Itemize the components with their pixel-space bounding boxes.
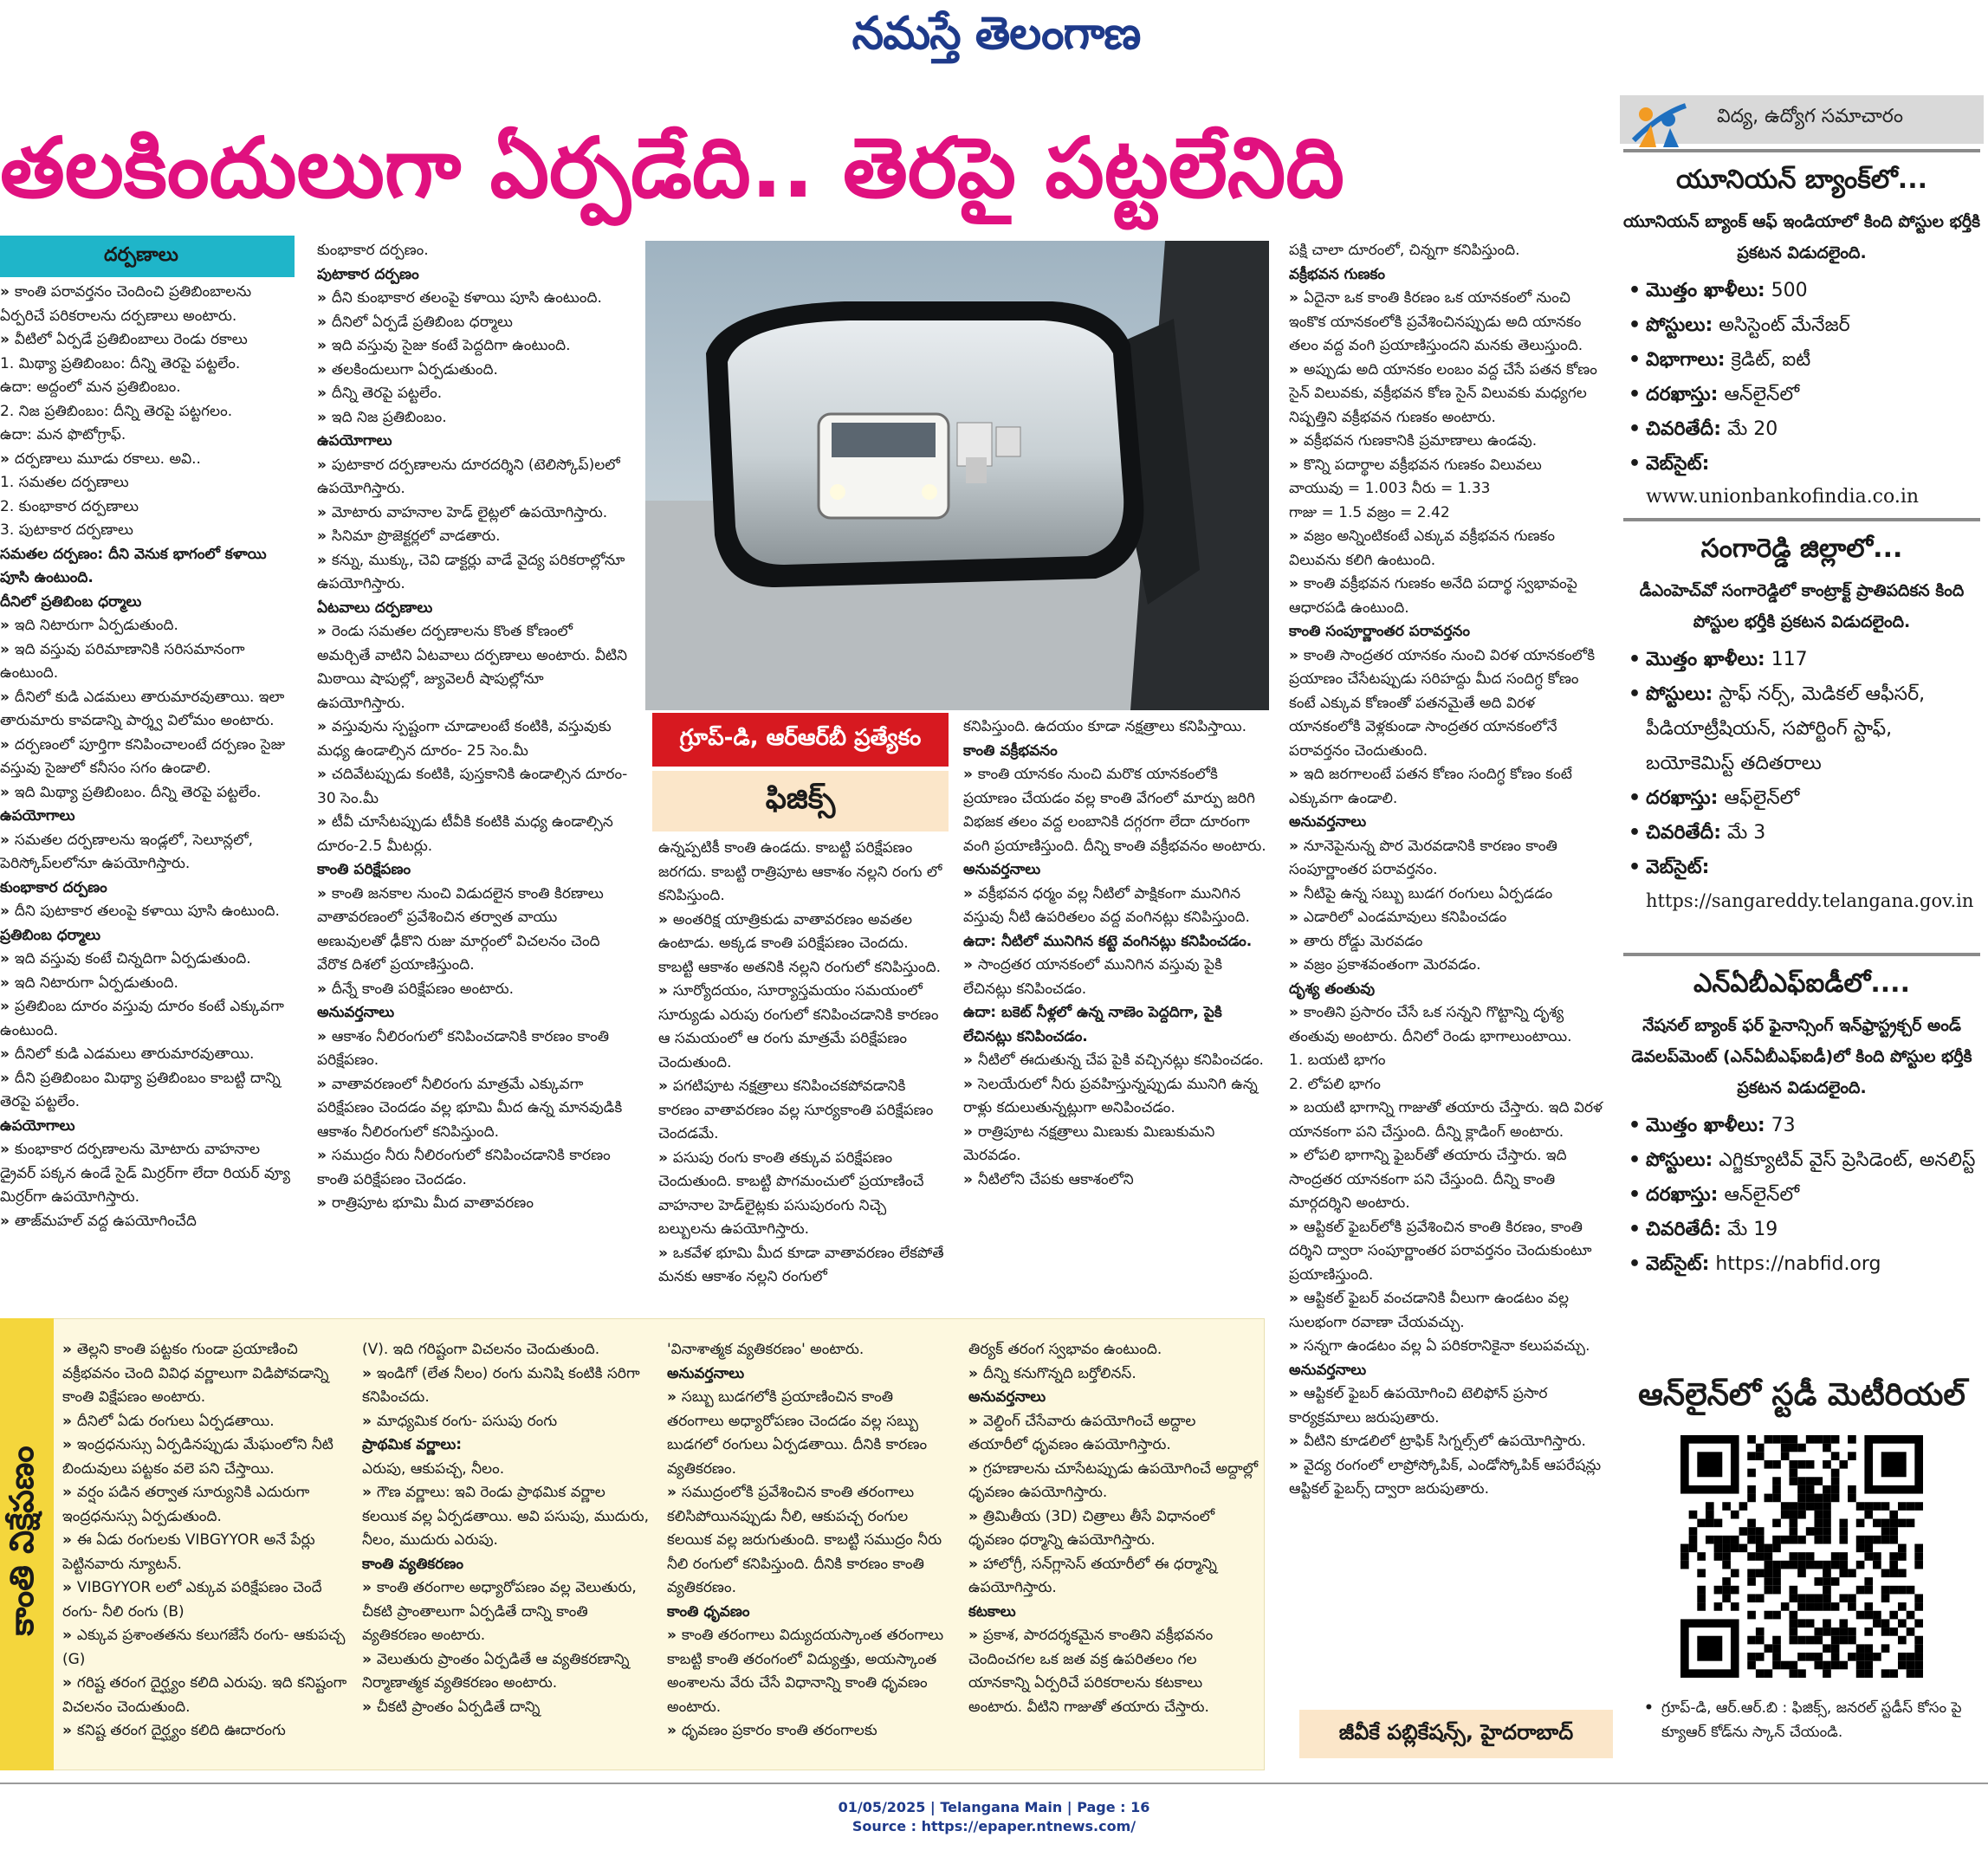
bullet-point: » కనిష్ట తరంగ దైర్ఘ్యం కలిది ఊదారంగు: [62, 1719, 348, 1744]
text-line: 3. పుటాకార దర్పణాలు: [0, 521, 133, 539]
bullet-point: » అప్పుడు అది యానకం లంబం వద్ద చేసే పతన కోణం సైన్ విలువకు, వక్రీభవన కోణ సైన్ విలువకు మధ్యగల నిష్పత్తిని వక్రీభవన గుణకం అంటారు.: [1289, 359, 1605, 430]
bullet-point: » కాంతి వక్రీభవన గుణకం అనేది పదార్థ స్వభావంపై ఆధారపడి ఉంటుంది.: [1289, 573, 1605, 620]
panel-side-label: [0, 1318, 54, 1770]
bullet-point: » కన్ను, ముక్కు, చెవి డాక్టర్లు వాడే వైద్య పరికరాల్లోనూ ఉపయోగిస్తారు.: [317, 549, 629, 597]
text-line: 1. సమతల దర్పణాలు: [0, 474, 129, 491]
subheading: కాంతి వక్రీభవనం: [963, 741, 1058, 760]
bullet-point: » దర్పణాలు మూడు రకాలు. అవి..: [0, 448, 299, 472]
column-2: [317, 239, 629, 1300]
text-line: ఉదా: మన ఫొటోగ్రాఫ్.: [0, 426, 126, 443]
bullet-point: » గరిష్ట తరంగ దైర్ఘ్యం కలిది ఎరుపు. ఇది కనిష్టంగా విచలనం చెందుతుంది.: [62, 1672, 348, 1719]
job-detail-key: పోస్టులు:: [1646, 1149, 1713, 1171]
subheading: ఏటవాలు దర్పణాలు: [317, 599, 433, 617]
bullet-point: » సమతల దర్పణాలను ఇండ్లలో, సెలూన్లలో, పెరిస్కోప్‌లలోనూ ఉపయోగిస్తారు.: [0, 829, 299, 877]
bullet-point: » దీనిలో కుడి ఎడమలు తారుమారవుతాయి. ఇలా తారుమారు కావడాన్ని పార్శ్వ విలోమం అంటారు.: [0, 686, 299, 734]
job-detail-value: 73: [1765, 1115, 1796, 1136]
text-line: కనిపిస్తుంది. ఉదయం కూడా నక్షత్రాలు కనిపిస్తాయి.: [963, 718, 1247, 735]
job-detail-key: వెబ్‌సైట్:: [1646, 857, 1710, 878]
text-line: 1. మిథ్యా ప్రతిబింబం: దీన్ని తెరపై పట్టలేం.: [0, 354, 241, 372]
bullet-point: » వాతావరణంలో నీలిరంగు మాత్రమే ఎక్కువగా పరిక్షేపణం చెందడం వల్ల భూమి మీద ఉన్న మానవుడికి ఆకాశం నీలిరంగులో కనిపిస్తుంది.: [317, 1073, 629, 1145]
bullet-point: » సన్నగా ఉండటం వల్ల ఏ పరికరానికైనా కలుపవచ్చు.: [1289, 1335, 1605, 1359]
text-line: 2. నిజ ప్రతిబింబం: దీన్ని తెరపై పట్టగలం.: [0, 402, 233, 420]
column-3: [658, 837, 944, 1300]
bullet-point: » బయటి భాగాన్ని గాజుతో తయారు చేస్తారు. ఇది విరళ యానకంగా పని చేస్తుంది. దీన్ని క్లాడింగ్ అంటారు.: [1289, 1097, 1605, 1144]
job-detail-value: 117: [1765, 649, 1808, 670]
job-detail-key: మొత్తం ఖాళీలు:: [1646, 280, 1765, 301]
subheading: అనువర్తనాలు: [667, 1364, 745, 1382]
job-detail-item: [1623, 1178, 1980, 1213]
bullet-point: » కాంతిని ప్రసారం చేసే ఒక సన్నని గొట్టాన్ని దృశ్య తంతువు అంటారు. దీనిలో రెండు భాగాలుంటాయి.: [1289, 1001, 1605, 1049]
bullet-point: » పుటాకార దర్పణాలను దూరదర్శిని (టెలిస్కోప్)లలో ఉపయోగిస్తారు.: [317, 454, 629, 501]
text-line: 2. కుంభాకార దర్పణాలు: [0, 497, 139, 515]
bullet-point: » ఆప్టికల్ ఫైబర్‌లోకి ప్రవేశించిన కాంతి కిరణం, కాంతి దర్శిని ద్వారా సంపూర్ణాంతర పరావర్తనం చెందుకుంటూ ప్రయాణిస్తుంది.: [1289, 1216, 1605, 1288]
job-detail-key: పోస్టులు:: [1646, 683, 1713, 705]
bullet-point: » కొన్ని పదార్థాల వక్రీభవన గుణకం విలువలు: [1289, 454, 1605, 478]
bullet-point: » గ్రహణాలను చూసేటప్పుడు ఉపయోగించే అద్దాల్లో ధృవణం ఉపయోగిస్తారు.: [968, 1458, 1259, 1505]
bullet-point: » పసుపు రంగు కాంతి తక్కువ పరిక్షేపణం చెందుతుంది. కాబట్టి పొగమంచులో ప్రయాణించే వాహనాల హెడ్‌లైట్లకు పసుపురంగు నిచ్చె బల్బులను ఉపయోగిస్తారు.: [658, 1147, 944, 1242]
union-bank-title: యూనియన్ బ్యాంక్‌లో...: [1675, 165, 1927, 195]
bullet-point: » మోటారు వాహనాల హెడ్ లైట్లలో ఉపయోగిస్తారు.: [317, 501, 629, 526]
sangareddy-desc: డీఎంహెచ్‌వో సంగారెడ్డిలో కాంట్రాక్ట్ ప్రాతిపదికన కింది పోస్టుల భర్తీకి ప్రకటన విడుదలైంది.: [1639, 581, 1965, 631]
subheading: అనువర్తనాలు: [1289, 1361, 1367, 1379]
column-4: [963, 715, 1271, 1300]
bullet-point: » ఆప్టికల్ ఫైబర్ వంచడానికి వీలుగా ఉండటం వల్ల సులభంగా రవాణా చేయవచ్చు.: [1289, 1287, 1605, 1335]
bullet-point: » ఒకవేళ భూమి మీద కూడా వాతావరణం లేకపోతే మనకు ఆకాశం నల్లని రంగులో: [658, 1242, 944, 1290]
section-label: దర్పణాలు: [0, 236, 295, 277]
sangareddy-details: [1623, 643, 1980, 885]
nabfid-details: [1623, 1109, 1980, 1282]
bullet-point: » హాలోగ్రీ, సన్‌గ్లాసెస్ తయారీలో ఈ ధర్మాన్ని ఉపయోగిస్తారు.: [968, 1553, 1259, 1601]
subheading: ప్రతిబింబ ధర్మాలు: [0, 926, 100, 944]
job-detail-item: [1623, 1109, 1980, 1143]
bullet-point: » ఆప్టికల్ ఫైబర్ ఉపయోగించి టెలిఫోన్ ప్రసార కార్యక్రమాలు జరుపుతారు.: [1289, 1382, 1605, 1430]
job-detail-key: దరఖాస్తు:: [1646, 384, 1719, 405]
text-line: తిర్యక్ తరంగ స్వభావం ఉంటుంది.: [968, 1341, 1162, 1358]
bullet-point: » ఇది నిటారుగా ఏర్పడుతుంది.: [0, 972, 299, 996]
bullet-point: » ఇది మిథ్యా ప్రతిబింబం. దీన్ని తెరపై పట్టలేం.: [0, 781, 299, 806]
subheading: కాంతి సంపూర్ణాంతర పరావర్తనం: [1289, 623, 1470, 640]
bullet-point: » ఇంద్రధనుస్సు ఏర్పడినప్పుడు మేఘంలోని నీటి బిందువులు పట్టకం వలె పని చేస్తాయి.: [62, 1433, 348, 1481]
job-detail-key: దరఖాస్తు:: [1646, 1184, 1719, 1206]
bullet-point: » ఇది జరగాలంటే పతన కోణం సందిగ్ధ కోణం కంటే ఎక్కువగా ఉండాలి.: [1289, 763, 1605, 811]
job-detail-item: [1623, 378, 1980, 412]
bullet-point: » దీన్నే కాంతి పరిక్షేపణం అంటారు.: [317, 978, 629, 1002]
subheading: కాంతి వ్యతికరణం: [362, 1555, 463, 1573]
job-detail-value: 500: [1765, 280, 1808, 301]
union-bank-url[interactable]: www.unionbankofindia.co.in: [1646, 486, 1920, 508]
panel-column-4: [968, 1338, 1259, 1763]
text-line: ఉదా: అద్దంలో మన ప్రతిబింబం.: [0, 379, 181, 396]
text-line: ఉన్నప్పటికీ కాంతి ఉండదు. కాబట్టి పరిక్షేపణం జరగదు. కాబట్టి రాత్రిపూట ఆకాశం నల్లని రంగు లో కనిపిస్తుంది.: [658, 839, 942, 904]
bullet-point: » మాధ్యమిక రంగు- పసుపు రంగు: [362, 1410, 652, 1434]
union-bank-details: [1623, 274, 1980, 482]
bullet-point: » కాంతి తరంగాల అధ్యారోపణం వల్ల వెలుతురు, చీకటి ప్రాంతాలుగా ఏర్పడితే దాన్ని కాంతి వ్యతికరణం అంటారు.: [362, 1576, 652, 1648]
bullet-point: » దీనిలో కుడి ఎడమలు తారుమారవుతాయి.: [0, 1043, 299, 1067]
text-line: 1. బయటి భాగం: [1289, 1051, 1386, 1069]
subheading: సమతల దర్పణం: దీని వెనుక భాగంలో కళాయి పూసి ఉంటుంది.: [0, 545, 267, 586]
bullet-point: » ఏదైనా ఒక కాంతి కిరణం ఒక యానకంలో నుంచి ఇంకొక యానకంలోకి ప్రవేశించినప్పుడు అది యానకం తలం వద్ద వంగి ప్రయాణిస్తుందని మనకు తెలుస్తుంది.: [1289, 287, 1605, 359]
side-mirror-photo: [645, 241, 1269, 710]
panel-column-2: [362, 1338, 652, 1763]
subheading: దృశ్య తంతువు: [1289, 980, 1376, 998]
footer-date-line: 01/05/2025 | Telangana Main | Page : 16: [838, 1799, 1150, 1815]
bullet-point: » నీటిపై ఉన్న సబ్బు బుడగ రంగులు ఏర్పడడం: [1289, 883, 1605, 907]
subheading: కుంభాకార దర్పణం: [0, 878, 107, 896]
job-detail-item: [1623, 643, 1980, 677]
job-detail-key: చివరితేదీ:: [1646, 1219, 1721, 1240]
bullet-point: » నూనెపైనున్న పొర మెరవడానికి కారణం కాంతి సంపూర్ణాంతర పరావర్తనం.: [1289, 835, 1605, 883]
job-detail-key: మొత్తం ఖాళీలు:: [1646, 1115, 1765, 1136]
bullet-point: » సబ్బు బుడగలోకి ప్రయాణించిన కాంతి తరంగాలు అధ్యారోపణం చెందడం వల్ల సబ్బు బుడగలో రంగులు ఏర్పడతాయి. దీనికి కారణం వ్యతికరణం.: [667, 1386, 953, 1481]
headline: తలకిందులుగా ఏర్పడేది.. తెరపై పట్టలేనిది: [0, 120, 1344, 217]
text-line: వాయువు = 1.003 నీరు = 1.33: [1289, 480, 1491, 497]
bullet-point: » సముద్రం నీరు నీలిరంగులో కనిపించడానికి కారణం కాంతి పరిక్షేపణం చెందడం.: [317, 1144, 629, 1192]
bullet-point: » ఇది వస్తువు సైజు కంటే పెద్దదిగా ఉంటుంది.: [317, 334, 629, 359]
subheading: కాంతి ధృవణం: [667, 1602, 750, 1621]
sangareddy-title: సంగారెడ్డి జిల్లాలో...: [1700, 534, 1903, 564]
panel-side-text: కాంతి విక్షేపణం: [3, 1446, 41, 1636]
text-line: 'వినాశాత్మక వ్యతికరణం' అంటారు.: [667, 1341, 864, 1358]
bullet-point: » గౌణ వర్ణాలు: ఇవి రెండు ప్రాథమిక వర్ణాల కలయిక వల్ల ఏర్పడతాయి. అవి పసుపు, ముదురు, నీలం, ముదురు ఎరుపు.: [362, 1481, 652, 1553]
text-line: ఎరుపు, ఆకుపచ్చ, నీలం.: [362, 1459, 505, 1478]
bullet-point: » కాంతి పరావర్తనం చెందించి ప్రతిబింబాలను ఏర్పరిచే పరికరాలను దర్పణాలు అంటారు.: [0, 281, 299, 328]
sangareddy-url[interactable]: https://sangareddy.telangana.gov.in: [1646, 890, 1974, 911]
nabfid-title: ఎన్‌ఏబీఎఫ్ఐడీలో....: [1693, 968, 1910, 999]
job-detail-key: మొత్తం ఖాళీలు:: [1646, 649, 1765, 670]
bullet-point: » దీన్ని తెరపై పట్టలేం.: [317, 382, 629, 406]
bullet-point: » సెలయేరులో నీరు ప్రవహిస్తున్నప్పుడు మునిగి ఉన్న రాళ్లు కదులుతున్నట్లుగా అనిపించడం.: [963, 1073, 1271, 1121]
bullet-point: » వజ్రం అన్నింటికంటే ఎక్కువ వక్రీభవన గుణకం విలువను కలిగి ఉంటుంది.: [1289, 525, 1605, 573]
group-d-rrb-tag: గ్రూప్-డి, ఆర్ఆర్‌బీ ప్రత్యేకం: [652, 713, 949, 767]
bullet-point: » లోపలి భాగాన్ని ఫైబర్‌తో తయారు చేస్తారు. ఇది సాంద్రతర యానకంగా పని చేస్తుంది. దీన్ని కాంతి మార్గదర్శిని అంటారు.: [1289, 1144, 1605, 1216]
job-detail-key: చివరితేదీ:: [1646, 418, 1721, 440]
job-detail-value: అసిస్టెంట్ మేనేజర్: [1713, 314, 1850, 336]
bullet-point: » సినిమా ప్రొజెక్టర్లలో వాడతారు.: [317, 525, 629, 549]
subheading: ఉపయోగాలు: [0, 807, 75, 825]
job-detail-item: [1623, 851, 1980, 885]
panel-column-3: [667, 1338, 953, 1763]
bullet-point: » ప్రకాశ, పారదర్శకమైన కాంతిని వక్రీభవనం చెందించగల ఒక జత వక్ర ఉపరితలం గల యానకాన్ని ఏర్పరిచే పరికరాలను కటకాలు అంటారు. వీటిని గాజుతో తయారు చేస్తారు.: [968, 1624, 1259, 1719]
job-detail-key: దరఖాస్తు:: [1646, 787, 1719, 809]
job-detail-item: [1623, 343, 1980, 378]
bullet-point: » వక్రీభవన ధర్మం వల్ల నీటిలో పాక్షికంగా మునిగిన వస్తువు నీటి ఉపరితలం వద్ద వంగినట్లు కనిపిస్తుంది.: [963, 883, 1271, 930]
job-detail-value: ఎగ్జిక్యూటివ్ వైస్ ప్రెసిడెంట్, అనలిస్ట్: [1713, 1149, 1976, 1171]
footer-rule: [0, 1783, 1988, 1784]
job-detail-value: https://nabfid.org: [1709, 1253, 1881, 1275]
job-detail-item: [1623, 816, 1980, 851]
bullet-point: » వెలుతురు ప్రాంతం ఏర్పడితే ఆ వ్యతికరణాన్ని నిర్మాణాత్మక వ్యతికరణం అంటారు.: [362, 1648, 652, 1696]
bullet-point: » రెండు సమతల దర్పణాలను కొంత కోణంలో అమర్చితే వాటిని ఏటవాలు దర్పణాలు అంటారు. వీటిని మిఠాయి షాపుల్లో, జ్యువెలరీ షాపుల్లోనూ ఉపయోగిస్తారు.: [317, 620, 629, 715]
bullet-point: » వీటిలో ఏర్పడే ప్రతిబింబాలు రెండు రకాలు: [0, 328, 299, 353]
bullet-point: » దీని పుటాకార తలంపై కళాయి పూసి ఉంటుంది.: [0, 900, 299, 924]
bullet-point: » తారు రోడ్డు మెరవడం: [1289, 930, 1605, 954]
job-detail-item: [1623, 308, 1980, 343]
subheading: ఉపయోగాలు: [0, 1116, 75, 1135]
job-detail-value: స్టాఫ్ నర్స్, మెడికల్ ఆఫీసర్, పీడియాట్రీషియన్, సపోర్టింగ్ స్టాఫ్, బయోకెమిస్ట్ తదితరాలు: [1646, 683, 1926, 774]
bullet-point: » దర్పణంలో పూర్తిగా కనిపించాలంటే దర్పణం సైజు వస్తువు సైజులో కనీసం సగం ఉండాలి.: [0, 734, 299, 781]
bullet-point: » దీని ప్రతిబింబం మిథ్యా ప్రతిబింబం కాబట్టి దాన్ని తెరపై పట్టలేం.: [0, 1067, 299, 1115]
job-detail-key: వెబ్‌సైట్:: [1646, 453, 1710, 475]
bullet-point: » ప్రతిబింబ దూరం వస్తువు దూరం కంటే ఎక్కువగా ఉంటుంది.: [0, 995, 299, 1043]
bullet-point: » ఇది వస్తువు పరిమాణానికి సరిసమానంగా ఉంటుంది.: [0, 638, 299, 686]
job-detail-value: మే 3: [1721, 822, 1766, 844]
text-line: (V). ఇది గరిష్టంగా విచలనం చెందుతుంది.: [362, 1341, 600, 1358]
union-bank-desc: యూనియన్ బ్యాంక్ ఆఫ్ ఇండియాలో కింది పోస్టుల భర్తీకి ప్రకటన విడుదలైంది.: [1623, 212, 1981, 262]
job-detail-key: వెబ్‌సైట్:: [1646, 1253, 1710, 1275]
job-detail-key: పోస్టులు:: [1646, 314, 1713, 336]
footer-source-line: Source : https://epaper.ntnews.com/: [852, 1818, 1136, 1834]
job-detail-item: [1623, 781, 1980, 816]
bullet-point: » చదివేటప్పుడు కంటికి, పుస్తకానికి ఉండాల్సిన దూరం- 30 సెం.మీ: [317, 763, 629, 811]
bullet-point: » కుంభాకార దర్పణాలను మోటారు వాహనాల డ్రైవర్ పక్కన ఉండే సైడ్ మిర్రర్‌గా లేదా రియర్ వ్యూ మిర్రర్‌గా ఉపయోగిస్తారు.: [0, 1138, 299, 1210]
text-line: కుంభాకార దర్పణం.: [317, 242, 429, 259]
column-1: [0, 281, 299, 1298]
masthead: నమస్తే తెలంగాణ: [852, 7, 1141, 60]
qr-code-icon[interactable]: [1680, 1434, 1923, 1679]
job-detail-item: [1623, 412, 1980, 447]
job-detail-item: [1623, 274, 1980, 308]
bullet-point: » వెల్డింగ్ చేసేవారు ఉపయోగించే అద్దాల తయారీలో ధృవణం ఉపయోగిస్తారు.: [968, 1410, 1259, 1458]
bullet-point: » వైద్య రంగంలో లాప్రోస్కోపిక్, ఎండోస్కోపిక్ ఆపరేషన్లు ఆప్టికల్ ఫైబర్స్ ద్వారా జరుపుతారు.: [1289, 1454, 1605, 1502]
subheading: ప్రాథమిక వర్ణాలు:: [362, 1436, 463, 1453]
bullet-point: » త్రిమితీయ (3D) చిత్రాలు తీసే విధానంలో ధృవణం ధర్మాన్ని ఉపయోగిస్తారు.: [968, 1505, 1259, 1553]
publisher-box: జీవీకే పబ్లికేషన్స్, హైదరాబాద్: [1299, 1710, 1613, 1758]
panel-column-1: [62, 1338, 348, 1763]
bullet-point: » తలకిందులుగా ఏర్పడుతుంది.: [317, 359, 629, 383]
subheading: దీనిలో ప్రతిబింబ ధర్మాలు: [0, 592, 142, 611]
text-line: గాజు = 1.5 వజ్రం = 2.42: [1289, 503, 1450, 521]
bullet-point: » రాత్రిపూట భూమి మీద వాతావరణం: [317, 1192, 629, 1216]
bullet-point: » తెల్లని కాంతి పట్టకం గుండా ప్రయాణించి వక్రీభవనం చెంది వివిధ వర్ణాలుగా విడిపోవడాన్ని కాంతి విక్షేపణం అంటారు.: [62, 1338, 348, 1410]
subheading: వక్రీభవన గుణకం: [1289, 265, 1385, 283]
job-detail-item: [1623, 677, 1980, 781]
bullet-point: » సాంద్రతర యానకంలో మునిగిన వస్తువు పైకి లేచినట్లు కనిపించడం.: [963, 954, 1271, 1001]
jobs-sidebar: [1620, 87, 1984, 1767]
job-detail-value: మే 20: [1721, 418, 1778, 440]
job-detail-value: మే 19: [1721, 1219, 1778, 1240]
side-mirror-illustration: [645, 241, 1269, 710]
bullet-point: » కాంతి యానకం నుంచి మరొక యానకంలోకి ప్రయాణం చేయడం వల్ల కాంతి వేగంలో మార్పు జరిగి విభజక తలం వద్ద లంబానికి దగ్గరగా లేదా దూరంగా వంగి ప్రయాణిస్తుంది. దీన్ని కాంతి వక్రీభవనం అంటారు.: [963, 763, 1271, 858]
bullet-point: » టీవీ చూసేటప్పుడు టీవీకి కంటికి మధ్య ఉండాల్సిన దూరం-2.5 మీటర్లు.: [317, 811, 629, 858]
column-5: [1289, 239, 1605, 1703]
job-detail-value: ఆన్‌లైన్‌లో: [1718, 384, 1800, 405]
subheading: పుటాకార దర్పణం: [317, 265, 419, 283]
subheading: ఉదా: బకెట్ నీళ్లలో ఉన్న నాణెం పెద్దదిగా, పైకి లేచినట్లు కనిపించడం.: [963, 1004, 1222, 1045]
bullet-point: » వీటిని కూడలిలో ట్రాఫిక్ సిగ్నల్స్‌లో ఉపయోగిస్తారు.: [1289, 1430, 1605, 1454]
subheading: అనువర్తనాలు: [1289, 813, 1367, 831]
bullet-point: » నీటిలో ఈదుతున్న చేప పైకి వచ్చినట్లు కనిపించడం.: [963, 1049, 1271, 1073]
subheading: కటకాలు: [968, 1602, 1016, 1621]
education-logo-icon: [1625, 97, 1694, 151]
bullet-point: » ఎక్కువ ప్రశాంతతను కలుగజేసే రంగు- ఆకుపచ్చ (G): [62, 1624, 348, 1672]
job-detail-value: ఆన్‌లైన్‌లో: [1718, 1184, 1800, 1206]
qr-note: • గ్రూప్-డి, ఆర్.ఆర్.బి : ఫిజిక్స్, జనరల్ స్టడీస్ కోసం పై క్యూఆర్ కోడ్‌ను స్కాన్ చేయండి.: [1641, 1696, 1980, 1744]
bullet-point: » కాంతి జనకాల నుంచి విడుదలైన కాంతి కిరణాలు వాతావరణంలో ప్రవేశించిన తర్వాత వాయు అణువులతో ఢీకొని రుజు మార్గంలో విచలనం చెంది వేరొక దిశలో ప్రయాణిస్తుంది.: [317, 883, 629, 978]
subheading: అనువర్తనాలు: [317, 1004, 395, 1021]
study-material-title: ఆన్‌లైన్‌లో స్టడీ మెటీరియల్: [1638, 1377, 1965, 1413]
bullet-point: » దీనిలో ఏర్పడే ప్రతిబింబ ధర్మాలు: [317, 311, 629, 335]
bullet-point: » ఇండిగో (లేత నీలం) రంగు మనిషి కంటికి సరిగా కనిపించదు.: [362, 1362, 652, 1410]
nabfid-desc: నేషనల్ బ్యాంక్ ఫర్ ఫైనాన్సింగ్ ఇన్‌ఫ్రాస్ట్రక్చర్ అండ్ డెవలప్‌మెంట్ (ఎన్‌ఏబీఎఫ్ఐడీ)లో కింది పోస్టుల భర్తీకి ప్రకటన విడుదలైంది.: [1631, 1016, 1972, 1097]
bullet-point: » సముద్రంలోకి ప్రవేశించిన కాంతి తరంగాలు కలిసిపోయినప్పుడు నీలి, ఆకుపచ్చ రంగుల కలయిక వల్ల జరుగుతుంది. కాబట్టి సముద్రం నీరు నీలి రంగులో కనిపిస్తుంది. దీనికి కారణం కాంతి వ్యతికరణం.: [667, 1481, 953, 1601]
bullet-point: » తాజ్‌మహల్ వద్ద ఉపయోగించేది: [0, 1210, 299, 1234]
job-detail-item: [1623, 1213, 1980, 1247]
job-detail-value: క్రెడిట్, ఐటీ: [1725, 349, 1811, 371]
bullet-point: » వర్షం పడిన తర్వాత సూర్యునికి ఎదురుగా ఇంద్రధనుస్సు ఏర్పడుతుంది.: [62, 1481, 348, 1529]
sidebar-header: [1620, 95, 1984, 144]
job-detail-key: విభాగాలు:: [1646, 349, 1726, 371]
bullet-point: » చీకటి ప్రాంతం ఏర్పడితే దాన్ని: [362, 1696, 652, 1720]
bullet-point: » అంతరిక్ష యాత్రికుడు వాతావరణం అవతల ఉంటాడు. అక్కడ కాంతి పరిక్షేపణం చెందదు. కాబట్టి ఆకాశం అతనికి నల్లని రంగులో కనిపిస్తుంది.: [658, 909, 944, 980]
bullet-point: » దీని కుంభాకార తలంపై కళాయి పూసి ఉంటుంది.: [317, 287, 629, 311]
subheading: అనువర్తనాలు: [963, 861, 1041, 878]
job-detail-item: [1623, 447, 1980, 482]
job-detail-item: [1623, 1143, 1980, 1178]
subheading: కాంతి పరిక్షేపణం: [317, 861, 411, 878]
bullet-point: » వక్రీభవన గుణకానికి ప్రమాణాలు ఉండవు.: [1289, 430, 1605, 454]
bullet-point: » ఆకాశం నీలిరంగులో కనిపించడానికి కారణం కాంతి పరిక్షేపణం.: [317, 1026, 629, 1073]
subject-tag: ఫిజిక్స్: [652, 771, 949, 831]
job-detail-value: ఆఫ్‌లైన్‌లో: [1718, 787, 1800, 809]
bullet-point: » ధృవణం ప్రకారం కాంతి తరంగాలకు: [667, 1719, 953, 1744]
bullet-point: » వజ్రం ప్రకాశవంతంగా మెరవడం.: [1289, 954, 1605, 978]
job-detail-key: చివరితేదీ:: [1646, 822, 1721, 844]
bullet-point: » ఇది నిజ ప్రతిబింబం.: [317, 406, 629, 430]
subheading: అనువర్తనాలు: [968, 1388, 1046, 1406]
bullet-point: » ఇది నిటారుగా ఏర్పడుతుంది.: [0, 614, 299, 638]
bullet-point: » రాత్రిపూట నక్షత్రాలు మిణుకు మిణుకుమని మెరవడం.: [963, 1121, 1271, 1168]
bullet-point: » కాంతి తరంగాలు విద్యుదయస్కాంత తరంగాలు కాబట్టి కాంతి తరంగంలో విద్యుత్తు, అయస్కాంత అంశాలను వేరు చేసే విధానాన్ని కాంతి ధృవణం అంటారు.: [667, 1624, 953, 1719]
job-detail-item: [1623, 1247, 1980, 1282]
bullet-point: » దీనిలో ఏడు రంగులు ఏర్పడతాయి.: [62, 1410, 348, 1434]
bullet-point: » VIBGYYOR లలో ఎక్కువ పరిక్షేపణం చెందే రంగు- నీలి రంగు (B): [62, 1576, 348, 1624]
bullet-point: » వస్తువును స్పష్టంగా చూడాలంటే కంటికి, వస్తువుకు మధ్య ఉండాల్సిన దూరం- 25 సెం.మీ: [317, 715, 629, 763]
bullet-point: » ఇది వస్తువు కంటే చిన్నదిగా ఏర్పడుతుంది.: [0, 948, 299, 972]
bullet-point: » ఈ ఏడు రంగులకు VIBGYYOR అనే పేర్లు పెట్టినవారు న్యూటన్.: [62, 1529, 348, 1576]
bullet-point: » సూర్యోదయం, సూర్యాస్తమయం సమయంలో సూర్యుడు ఎరుపు రంగులో కనిపించడానికి కారణం ఆ సమయంలో ఆ రంగు మాత్రమే పరిక్షేపణం చెందుతుంది.: [658, 980, 944, 1075]
bullet-point: » ఎడారిలో ఎండమావులు కనిపించడం: [1289, 906, 1605, 930]
subheading: ఉపయోగాలు: [317, 432, 392, 450]
sidebar-header-text: విద్య, ఉద్యోగ సమాచారం: [1717, 106, 1903, 127]
bullet-point: » కాంతి సాంద్రతర యానకం నుంచి విరళ యానకంలోకి ప్రయాణం చేసేటప్పుడు సరిహద్దు మీద సందిగ్ధ కోణం కంటే ఎక్కువ కోణంతో పతనమైతే అది విరళ యానకంలోకి వెళ్లకుండా సాంద్రతర యానకంలోనే పరావర్తనం చెందుతుంది.: [1289, 644, 1605, 764]
subheading: ఉదా: నీటిలో మునిగిన కట్టె వంగినట్లు కనిపించడం.: [963, 932, 1253, 950]
text-line: పక్షి చాలా దూరంలో, చిన్నగా కనిపిస్తుంది.: [1289, 242, 1520, 259]
bullet-point: » పగటిపూట నక్షత్రాలు కనిపించకపోవడానికి కారణం వాతావరణం వల్ల సూర్యకాంతి పరిక్షేపణం చెందడమే.: [658, 1075, 944, 1147]
bullet-point: » దీన్ని కనుగొన్నది బర్తోలినస్.: [968, 1362, 1259, 1387]
bullet-point: » నీటిలోని చేపకు ఆకాశంలోని: [963, 1168, 1271, 1193]
page-footer: [0, 1798, 1988, 1836]
nabfid-box: [1623, 953, 1980, 1360]
text-line: 2. లోపలి భాగం: [1289, 1075, 1381, 1093]
